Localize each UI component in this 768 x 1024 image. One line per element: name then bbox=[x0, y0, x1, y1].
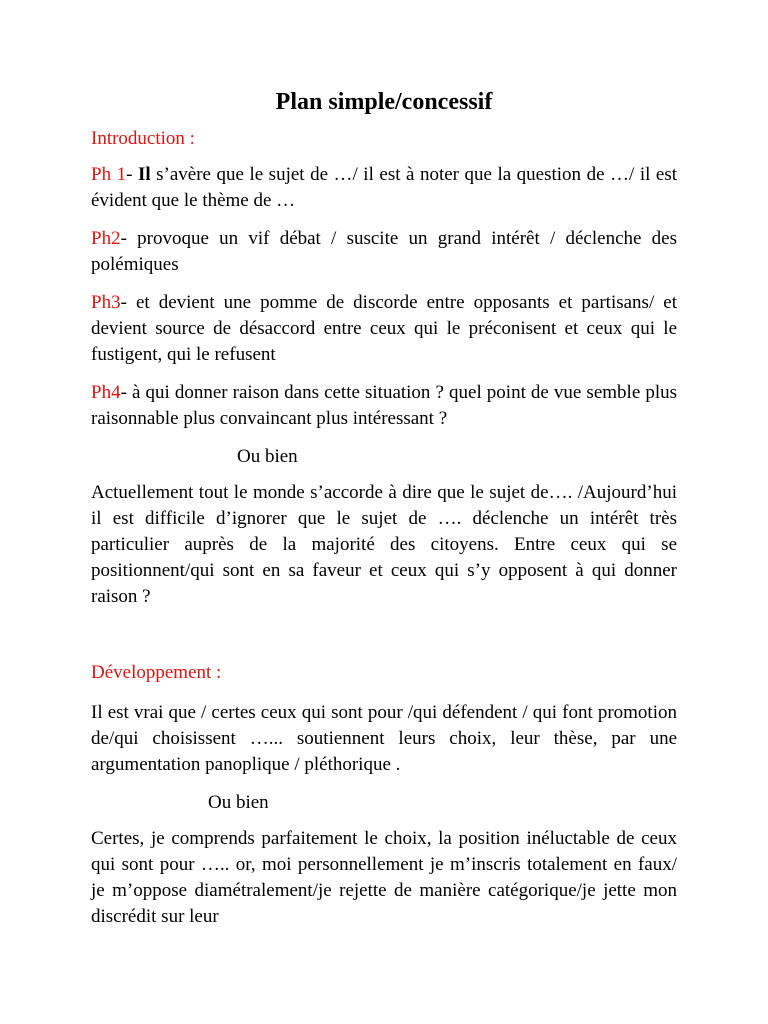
ph2-text: - provoque un vif débat / suscite un grand intérêt / déclenche des polémiques bbox=[91, 228, 677, 275]
document-title: Plan simple/concessif bbox=[275, 89, 493, 115]
document-page bbox=[91, 86, 677, 942]
ph2-paragraph bbox=[91, 226, 677, 278]
dev-paragraph-1: Il est vrai que / certes ceux qui sont pour /qui défendent / qui font promotion de/qui choisissent …... soutiennent leurs choix, leur thèse, par une argumentation panoplique / pléthorique . bbox=[91, 702, 677, 775]
ph1-label: Ph 1 bbox=[91, 164, 127, 185]
ph4-label: Ph4 bbox=[91, 382, 121, 403]
ph1-text: s’avère que le sujet de …/ il est à noter que la question de …/ il est évident que le thème de … bbox=[91, 164, 677, 211]
intro-alt-paragraph: Actuellement tout le monde s’accorde à dire que le sujet de…. /Aujourd’hui il est difficile d’ignorer que le sujet de …. déclenche un intérêt très particulier auprès de la majorité des citoyens. Entre ceux qui se positionnent/qui sont en sa faveur et ceux qui s’y opposent à qui donner raison ? bbox=[91, 482, 677, 607]
ph3-paragraph bbox=[91, 290, 677, 368]
developpement-heading: Développement : bbox=[91, 662, 222, 683]
ph1-paragraph bbox=[91, 162, 677, 214]
ph3-text: - et devient une pomme de discorde entre opposants et partisans/ et devient source de désaccord entre ceux qui le préconisent et ceux qui le fustigent, qui le refusent bbox=[91, 292, 677, 365]
dev-ou-bien: Ou bien bbox=[208, 792, 269, 813]
ph1-dash: - bbox=[126, 164, 138, 185]
section-gap bbox=[91, 622, 677, 660]
dev-paragraph-2: Certes, je comprends parfaitement le choix, la position inéluctable de ceux qui sont pour ….. or, moi personnellement je m’inscris totalement en faux/ je m’oppose diamétralement/je rejette de manière catégorique/je jette mon discrédit sur leur bbox=[91, 828, 677, 927]
introduction-heading: Introduction : bbox=[91, 128, 195, 149]
ph3-label: Ph3 bbox=[91, 292, 121, 313]
ph1-bold-start: Il bbox=[137, 164, 151, 185]
ph4-paragraph bbox=[91, 380, 677, 432]
ph4-text: - à qui donner raison dans cette situation ? quel point de vue semble plus raisonnable plus convaincant plus intéressant ? bbox=[91, 382, 677, 429]
ph2-label: Ph2 bbox=[91, 228, 121, 249]
intro-ou-bien: Ou bien bbox=[237, 446, 298, 467]
